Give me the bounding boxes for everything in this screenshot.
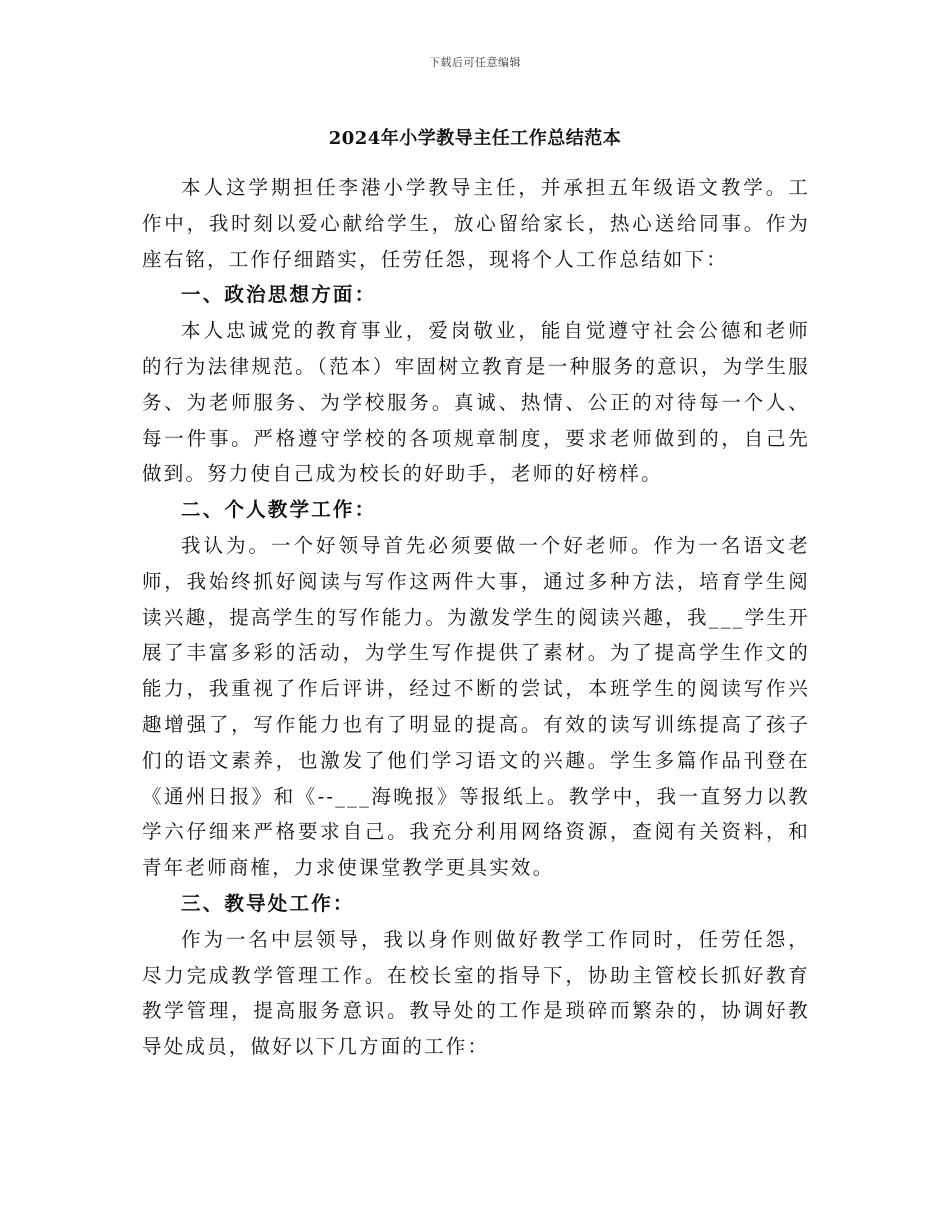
section-body-teaching: 我认为。一个好领导首先必须要做一个好老师。作为一名语文老师，我始终抓好阅读与写作这两件大事，通过多种方法，培育学生阅读兴趣，提高学生的写作能力。为激发学生的阅读兴趣，我___学生开展了丰富多彩的活动，为学生写作提供了素材。为了提高学生作文的能力，我重视了作后评讲，经过不断的尝试，本班学生的阅读写作兴趣增强了，写作能力也有了明显的提高。有效的读写训练提高了孩子们的语文素养，也激发了他们学习语文的兴趣。学生多篇作品刊登在《通州日报》和《--___海晚报》等报纸上。教学中，我一直努力以教学六仔细来严格要求自己。我充分利用网络资源，查阅有关资料，和青年老师商榷，力求使课堂教学更具实效。 xyxy=(142,533,810,880)
intro-paragraph: 本人这学期担任李港小学教导主任，并承担五年级语文教学。工作中，我时刻以爱心献给学生，放心留给家长，热心送给同事。作为座右铭，工作仔细踏实，任劳任怨，现将个人工作总结如下： xyxy=(142,176,810,271)
section-heading-teaching: 二、个人教学工作： xyxy=(181,498,377,522)
document-title: 2024年小学教导主任工作总结范本 xyxy=(328,128,622,149)
section-body-office: 作为一名中层领导，我以身作则做好教学工作同时，任劳任怨，尽力完成教学管理工作。在校长室的指导下，协助主管校长抓好教育教学管理，提高服务意识。教导处的工作是琐碎而繁杂的，协调好教导处成员，做好以下几方面的工作： xyxy=(142,927,810,1059)
section-heading-office: 三、教导处工作： xyxy=(181,891,355,915)
section-body-political: 本人忠诚党的教育事业，爱岗敬业，能自觉遵守社会公德和老师的行为法律规范。（范本）牢固树立教育是一种服务的意识，为学生服务、为老师服务、为学校服务。真诚、热情、公正的对待每一个人、每一件事。严格遵守学校的各项规章制度，要求老师做到的，自己先做到。努力使自己成为校长的好助手，老师的好榜样。 xyxy=(142,319,810,486)
section-heading-political: 一、政治思想方面： xyxy=(181,283,377,307)
page-header-note: 下载后可任意编辑 xyxy=(429,56,521,69)
document-body xyxy=(142,170,810,1065)
